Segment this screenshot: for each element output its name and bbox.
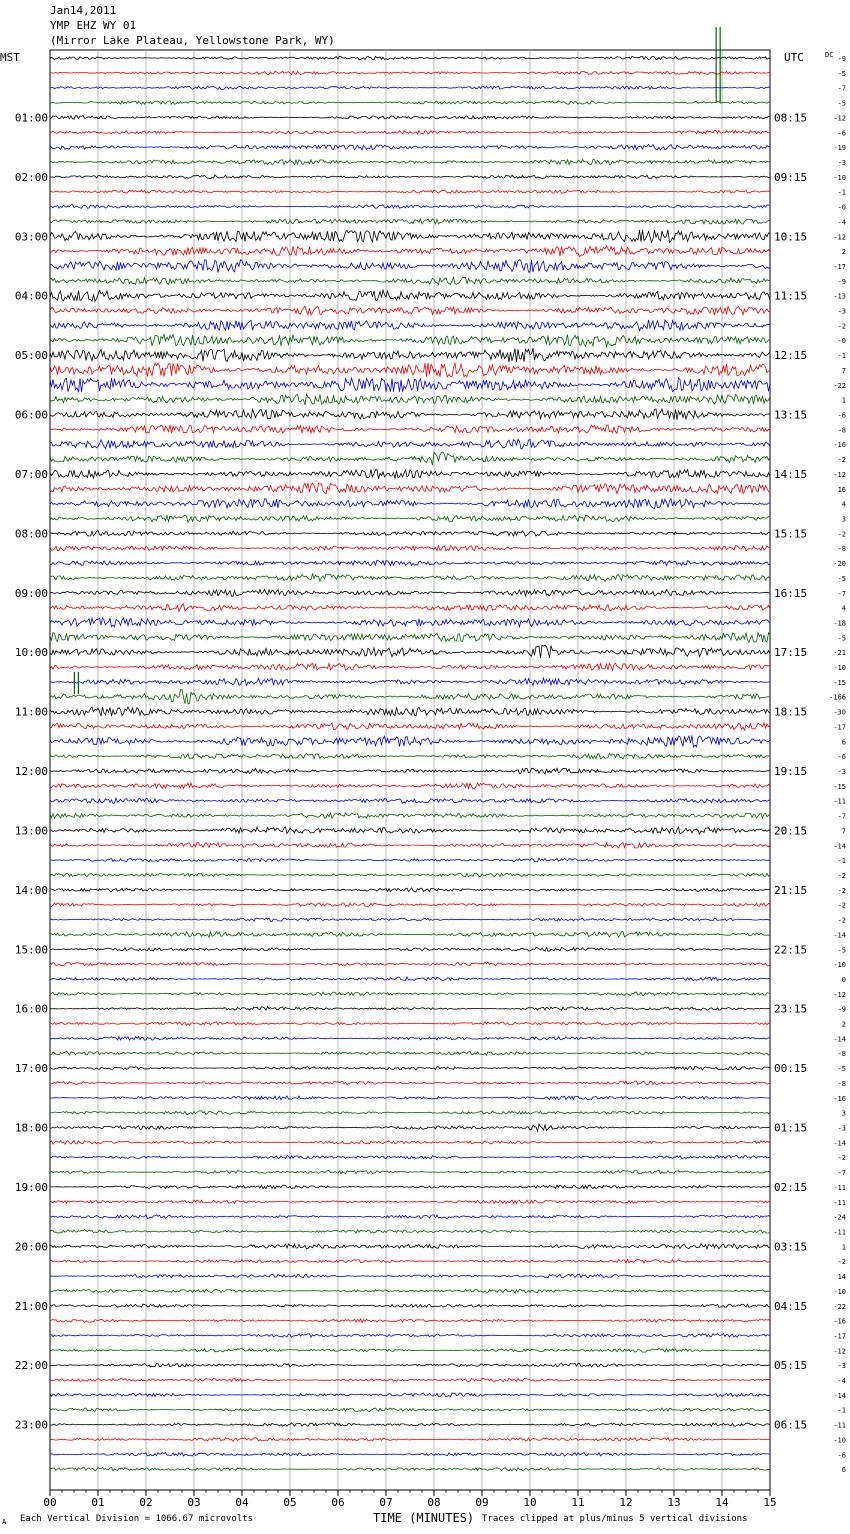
seismic-trace <box>50 813 770 819</box>
dc-offset-label: -12 <box>833 114 846 123</box>
seismic-trace <box>50 1423 770 1427</box>
x-axis-title: TIME (MINUTES) <box>373 1511 475 1525</box>
seismic-trace <box>50 798 770 803</box>
dc-offset-label: -18 <box>833 619 846 628</box>
hour-label-right: 12:15 <box>774 349 808 363</box>
seismic-trace <box>50 1274 770 1278</box>
dc-offset-label: 0 <box>841 975 846 984</box>
x-tick-label: 07 <box>379 1496 393 1509</box>
hour-label-right: 14:15 <box>774 467 808 481</box>
hour-label-right: 21:15 <box>774 883 808 897</box>
dc-offset-label: -9 <box>837 1005 846 1014</box>
dc-offset-label: -4 <box>837 218 846 227</box>
dc-offset-label: 7 <box>841 366 846 375</box>
dc-offset-label: -14 <box>833 842 846 851</box>
seismic-trace <box>50 483 770 494</box>
seismic-trace <box>50 116 770 120</box>
seismic-trace <box>50 932 770 938</box>
seismic-trace <box>50 260 770 273</box>
seismic-trace <box>50 1215 770 1219</box>
dc-offset-label: -14 <box>833 931 846 940</box>
dc-offset-label: -10 <box>833 1287 846 1296</box>
hour-label-right: 19:15 <box>774 765 808 778</box>
dc-offset-label: -8 <box>837 1079 846 1088</box>
hour-label-left: 16:00 <box>14 1002 48 1016</box>
seismic-trace <box>50 1393 770 1397</box>
dc-offset-label: 4 <box>841 500 846 509</box>
hour-label-right: 02:15 <box>774 1180 808 1194</box>
dc-offset-label: -5 <box>837 574 846 583</box>
dc-offset-label: -14 <box>833 1391 846 1400</box>
hour-label-right: 06:15 <box>774 1418 808 1432</box>
seismic-trace <box>50 1452 770 1456</box>
dc-offset-label: -3 <box>837 1124 846 1133</box>
axis-labels <box>0 51 846 1509</box>
seismic-trace <box>50 1244 770 1249</box>
seismic-trace <box>50 707 770 716</box>
dc-offset-label: 2 <box>841 1020 846 1029</box>
dc-offset-label: -16 <box>833 441 846 450</box>
hour-label-left: 03:00 <box>14 230 48 244</box>
seismic-trace <box>50 515 770 522</box>
hour-label-right: 11:15 <box>774 289 808 303</box>
seismic-trace <box>50 633 770 643</box>
seismic-trace <box>50 1408 770 1412</box>
hour-label-left: 06:00 <box>14 408 48 422</box>
hour-label-left: 19:00 <box>14 1180 48 1194</box>
dc-offset-label: -1 <box>837 188 846 197</box>
dc-offset-label: -19 <box>833 144 846 153</box>
dc-offset-label: 14 <box>837 1273 846 1282</box>
dc-offset-label: -20 <box>833 560 846 569</box>
dc-offset-label: -2 <box>837 1154 846 1163</box>
hour-label-right: 16:15 <box>774 586 808 600</box>
seismic-trace <box>50 1007 770 1011</box>
dc-offset-label: -12 <box>833 233 846 242</box>
dc-offset-label: -17 <box>833 262 846 271</box>
dc-offset-label: -16 <box>833 1317 846 1326</box>
dc-offset-label: -6 <box>837 1451 846 1460</box>
dc-offset-label: -1 <box>837 1406 846 1415</box>
dc-offset-label: -10 <box>833 173 846 182</box>
dc-offset-label: -5 <box>837 69 846 78</box>
hour-label-left: 17:00 <box>14 1062 48 1076</box>
dc-offset-label: -2 <box>837 530 846 539</box>
x-tick-label: 06 <box>331 1496 345 1509</box>
hour-label-right: 00:15 <box>774 1062 808 1076</box>
seismic-trace <box>50 1022 770 1026</box>
seismic-trace <box>50 589 770 596</box>
x-tick-label: 01 <box>91 1496 105 1509</box>
seismic-trace <box>50 918 770 921</box>
seismic-trace <box>50 425 770 433</box>
seismic-trace <box>50 378 770 392</box>
hour-label-left: 05:00 <box>14 349 48 363</box>
seismic-trace <box>50 145 770 151</box>
dc-header-label: DC <box>825 51 834 59</box>
dc-offset-label: -15 <box>833 782 846 791</box>
dc-offset-label: -2 <box>837 886 846 895</box>
x-tick-label: 12 <box>619 1496 633 1509</box>
left-timezone-label: MST <box>0 51 20 64</box>
seismic-trace <box>50 1230 770 1234</box>
seismic-trace <box>50 645 770 658</box>
hour-label-left: 02:00 <box>14 170 48 184</box>
station-location: (Mirror Lake Plateau, Yellowstone Park, WY) <box>50 34 335 47</box>
dc-offset-label: -7 <box>837 84 846 93</box>
seismic-trace <box>50 439 770 449</box>
seismic-trace <box>50 690 770 704</box>
hour-label-left: 04:00 <box>14 289 48 303</box>
dc-offset-label: 1 <box>841 396 846 405</box>
seismic-trace <box>50 175 770 179</box>
dc-offset-label: 16 <box>837 485 846 494</box>
dc-offset-label: 6 <box>841 1466 846 1475</box>
dc-offset-label: -21 <box>833 649 846 658</box>
seismic-trace <box>50 499 770 509</box>
dc-offset-label: -7 <box>837 1169 846 1178</box>
dc-offset-label: 6 <box>841 738 846 747</box>
seismic-trace <box>50 843 770 848</box>
hour-label-left: 15:00 <box>14 943 48 957</box>
seismic-trace <box>50 320 770 331</box>
hour-label-left: 07:00 <box>14 467 48 481</box>
plot-frame <box>50 50 770 1490</box>
hour-label-right: 04:15 <box>774 1299 808 1313</box>
seismic-trace <box>50 768 770 774</box>
seismic-trace <box>50 1111 770 1115</box>
seismic-trace <box>50 71 770 74</box>
seismic-trace <box>50 409 770 420</box>
dc-offset-label: -11 <box>833 1198 846 1207</box>
x-tick-label: 15 <box>763 1496 777 1509</box>
hour-label-left: 23:00 <box>14 1418 48 1432</box>
seismic-trace <box>50 219 770 224</box>
x-tick-label: 02 <box>139 1496 153 1509</box>
seismic-trace <box>50 230 770 243</box>
dc-offset-label: -2 <box>837 1258 846 1267</box>
dc-offset-label: -2 <box>837 916 846 925</box>
seismic-trace <box>50 678 770 685</box>
hour-label-right: 05:15 <box>774 1359 808 1373</box>
seismic-trace <box>50 903 770 907</box>
seismic-trace <box>50 827 770 834</box>
dc-offset-label: -8 <box>837 1050 846 1059</box>
seismic-trace <box>50 1156 770 1159</box>
seismic-trace <box>50 753 770 759</box>
dc-offset-label: -7 <box>837 812 846 821</box>
hour-label-right: 18:15 <box>774 705 808 719</box>
seismic-trace <box>50 992 770 996</box>
hour-label-right: 17:15 <box>774 646 808 660</box>
seismic-trace <box>50 1259 770 1263</box>
scale-note: Each Vertical Division = 1066.67 microvolts <box>20 1514 253 1524</box>
seismic-traces <box>50 27 770 1471</box>
dc-offset-label: -6 <box>837 129 846 138</box>
dc-offset-label: -9 <box>837 55 846 63</box>
seismic-trace <box>50 334 770 346</box>
x-tick-label: 10 <box>523 1496 537 1509</box>
right-timezone-label: UTC <box>784 51 804 64</box>
dc-offset-label: -2 <box>837 871 846 880</box>
seismic-trace <box>50 1349 770 1353</box>
hour-label-left: 11:00 <box>14 705 48 719</box>
seismic-trace <box>50 618 770 627</box>
seismic-trace <box>50 977 770 981</box>
hour-label-left: 10:00 <box>14 646 48 660</box>
dc-offset-label: -13 <box>833 292 846 301</box>
seismic-trace <box>50 948 770 952</box>
seismic-trace <box>50 1334 770 1338</box>
seismic-trace <box>50 1051 770 1055</box>
dc-offset-label: -0 <box>837 337 846 346</box>
clip-note: Traces clipped at plus/minus 5 vertical divisions <box>482 1514 748 1524</box>
dc-offset-label: 7 <box>841 827 846 836</box>
dc-offset-label: 3 <box>841 1109 846 1118</box>
x-tick-label: 03 <box>187 1496 201 1509</box>
dc-offset-label: -22 <box>833 381 846 390</box>
seismic-trace <box>50 1289 770 1293</box>
hour-label-left: 13:00 <box>14 824 48 838</box>
seismic-trace <box>50 1363 770 1367</box>
dc-offset-label: -166 <box>829 693 846 702</box>
dc-offset-label: -11 <box>833 1421 846 1430</box>
seismic-trace <box>50 663 770 670</box>
x-tick-label: 00 <box>43 1496 57 1509</box>
dc-offset-label: -11 <box>833 797 846 806</box>
seismic-trace <box>50 306 770 315</box>
hour-label-left: 08:00 <box>14 527 48 541</box>
seismic-trace <box>50 1185 770 1189</box>
seismic-trace <box>50 363 770 377</box>
dc-offset-label: -11 <box>833 1228 846 1237</box>
dc-offset-label: -2 <box>837 901 846 910</box>
dc-offset-label: -22 <box>833 1302 846 1311</box>
dc-offset-label: -9 <box>837 277 846 286</box>
seismic-trace <box>50 962 770 966</box>
dc-offset-label: -5 <box>837 634 846 643</box>
dc-offset-label: -2 <box>837 322 846 331</box>
seismic-trace <box>50 1081 770 1085</box>
x-tick-label: 05 <box>283 1496 297 1509</box>
hour-label-right: 09:15 <box>774 170 808 184</box>
hour-label-right: 13:15 <box>774 408 808 422</box>
seismic-trace <box>50 1096 770 1100</box>
dc-offset-label: 3 <box>841 515 846 524</box>
dc-offset-label: 1 <box>841 1243 846 1252</box>
dc-offset-label: -8 <box>837 545 846 554</box>
dc-offset-label: -30 <box>833 708 846 717</box>
hour-label-right: 15:15 <box>774 527 808 541</box>
hour-label-right: 03:15 <box>774 1240 808 1254</box>
dc-offset-label: -2 <box>837 456 846 465</box>
dc-offset-label: -1 <box>837 857 846 866</box>
seismic-trace <box>50 1319 770 1323</box>
dc-offset-label: -3 <box>837 768 846 776</box>
dc-offset-label: -17 <box>833 1332 846 1341</box>
seismic-trace <box>50 604 770 612</box>
dc-offset-label: -12 <box>833 470 846 479</box>
seismic-trace <box>50 545 770 550</box>
dc-offset-label: -11 <box>833 1183 846 1192</box>
dc-offset-label: -4 <box>837 1377 846 1386</box>
hour-label-left: 09:00 <box>14 586 48 600</box>
dc-offset-label: 2 <box>841 248 846 257</box>
dc-offset-label: -10 <box>833 664 846 673</box>
seismic-trace <box>50 348 770 362</box>
seismic-trace <box>50 1037 770 1041</box>
seismic-trace <box>50 723 770 730</box>
hour-label-left: 18:00 <box>14 1121 48 1135</box>
seismic-trace <box>50 246 770 257</box>
seismic-trace <box>50 277 770 284</box>
seismic-trace <box>50 159 770 164</box>
dc-offset-label: -24 <box>833 1213 846 1222</box>
hour-label-left: 22:00 <box>14 1359 48 1373</box>
x-tick-label: 08 <box>427 1496 441 1509</box>
seismic-trace <box>50 783 770 789</box>
hour-label-left: 20:00 <box>14 1240 48 1254</box>
seismic-trace <box>50 1200 770 1203</box>
hour-label-right: 10:15 <box>774 230 808 244</box>
x-tick-label: 14 <box>715 1496 729 1509</box>
seismic-trace <box>50 1304 770 1307</box>
seismic-trace <box>50 1124 770 1131</box>
x-tick-label: 09 <box>475 1496 489 1509</box>
x-tick-label: 13 <box>667 1496 681 1509</box>
hour-label-right: 01:15 <box>774 1121 808 1135</box>
seismic-trace <box>50 1141 770 1145</box>
seismic-trace <box>50 469 770 478</box>
dc-offset-label: -5 <box>837 99 846 108</box>
station-name: YMP EHZ WY 01 <box>50 19 137 32</box>
seismic-trace <box>50 1438 770 1442</box>
seismic-trace <box>50 452 770 465</box>
seismic-trace <box>50 1170 770 1174</box>
seismic-trace <box>50 101 770 105</box>
seismic-trace <box>50 290 770 301</box>
hour-label-right: 20:15 <box>774 824 808 838</box>
dc-offset-label: -3 <box>837 307 846 316</box>
dc-offset-label: -3 <box>837 1362 846 1371</box>
dc-offset-label: -6 <box>837 411 846 420</box>
dc-offset-label: -0 <box>837 203 846 212</box>
dc-offset-label: -14 <box>833 1035 846 1044</box>
seismic-trace <box>50 86 770 90</box>
seismic-trace <box>50 560 770 566</box>
seismic-trace <box>50 736 770 748</box>
hour-label-left: 01:00 <box>14 111 48 125</box>
hour-label-left: 14:00 <box>14 883 48 897</box>
dc-offset-label: -5 <box>837 946 846 955</box>
dc-offset-label: -16 <box>833 1094 846 1103</box>
seismic-trace <box>50 888 770 892</box>
seismic-trace <box>50 1378 770 1382</box>
seismic-trace <box>50 130 770 134</box>
seismic-trace <box>50 858 770 862</box>
dc-offset-label: -14 <box>833 1139 846 1148</box>
seismic-trace <box>50 574 770 582</box>
x-tick-label: 04 <box>235 1496 249 1509</box>
seismic-trace <box>50 190 770 193</box>
dc-offset-label: -17 <box>833 723 846 732</box>
dc-offset-label: -1 <box>837 352 846 361</box>
hour-label-left: 21:00 <box>14 1299 48 1313</box>
dc-offset-label: -5 <box>837 1065 846 1074</box>
seismic-trace <box>50 531 770 537</box>
x-tick-label: 11 <box>571 1496 585 1509</box>
hour-label-right: 23:15 <box>774 1002 808 1016</box>
corner-mark: A <box>2 1518 7 1526</box>
seismic-trace <box>50 394 770 405</box>
dc-offset-label: -8 <box>837 426 846 435</box>
seismic-trace <box>50 56 770 60</box>
seismic-trace <box>50 873 770 877</box>
hour-label-left: 12:00 <box>14 765 48 778</box>
hour-label-right: 08:15 <box>774 111 808 125</box>
dc-offset-label: 4 <box>841 604 846 613</box>
chart-date: Jan14,2011 <box>50 4 117 17</box>
dc-offset-label: -12 <box>833 1347 846 1356</box>
dc-offset-label: -3 <box>837 158 846 167</box>
dc-offset-label: -6 <box>837 753 846 762</box>
dc-offset-label: -15 <box>833 678 846 687</box>
dc-offset-label: -7 <box>837 589 846 598</box>
seismic-trace <box>50 205 770 209</box>
hour-label-right: 22:15 <box>774 943 808 957</box>
dc-offset-label: -12 <box>833 990 846 999</box>
dc-offset-label: -10 <box>833 1436 846 1445</box>
seismic-trace <box>50 1066 770 1070</box>
seismic-trace <box>50 1467 770 1471</box>
dc-offset-label: -10 <box>833 961 846 970</box>
